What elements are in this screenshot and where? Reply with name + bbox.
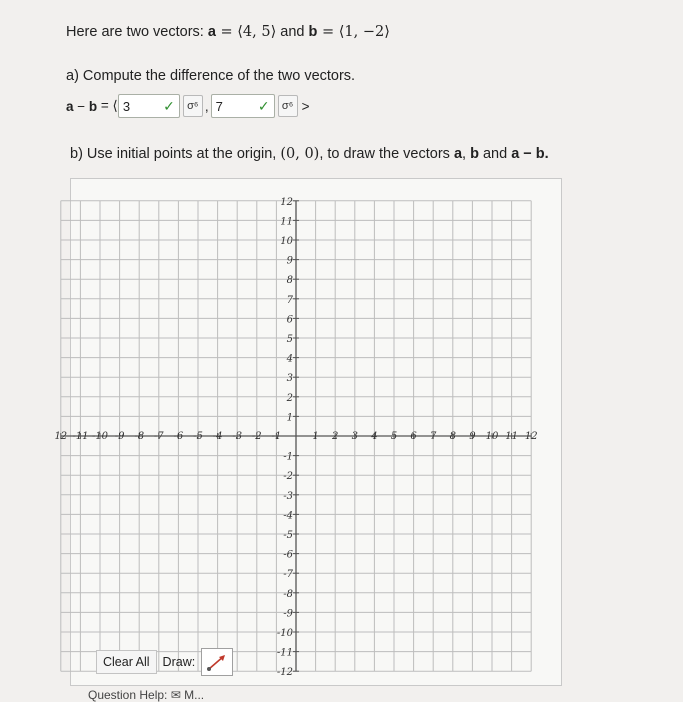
- x-tick-label: 1: [312, 431, 319, 442]
- message-link[interactable]: ✉ M...: [170, 688, 205, 702]
- x-tick-label: 12: [54, 431, 68, 442]
- vector-b-label: b: [308, 24, 318, 40]
- x-tick-label: 4: [371, 431, 378, 442]
- answer-comma: ,: [204, 98, 209, 114]
- y-tick-label: 6: [286, 314, 293, 326]
- answer-lhs-a: a: [66, 98, 74, 114]
- part-b-diff: a − b.: [511, 146, 549, 162]
- x-tick-label: 11: [505, 431, 518, 442]
- y-tick-label: 9: [286, 255, 293, 267]
- x-tick-label: 8: [449, 431, 456, 442]
- part-b-a: a: [453, 146, 463, 162]
- intro-and: and: [276, 24, 309, 40]
- x-tick-label: -7: [153, 431, 164, 442]
- x-tick-label: 9: [469, 431, 476, 442]
- x-tick-label: -3: [232, 431, 243, 442]
- answer-x-input[interactable]: [118, 94, 180, 118]
- part-b-prefix: b) Use initial points at the origin,: [70, 146, 281, 162]
- answer-minus: −: [73, 98, 89, 114]
- x-tick-label: -8: [134, 431, 145, 442]
- y-tick-label: 5: [286, 334, 293, 345]
- y-tick-label: -11: [276, 647, 293, 659]
- y-tick-label: -2: [283, 471, 293, 483]
- y-tick-label: 1: [286, 412, 293, 424]
- answer-open: = ⟨: [97, 98, 118, 113]
- answer-close: >: [301, 98, 310, 114]
- y-tick-label: 4: [286, 353, 293, 365]
- answer-y-value: 7: [215, 98, 223, 114]
- x-tick-label: -1: [271, 431, 282, 442]
- vector-draw-tool-button[interactable]: [201, 648, 233, 676]
- format-options-button[interactable]: σ⁶: [183, 95, 203, 117]
- part-b-comma: ,: [462, 146, 471, 162]
- y-tick-label: 10: [280, 236, 293, 247]
- graph-toolbar: [96, 648, 233, 676]
- coordinate-grid[interactable]: [54, 179, 561, 685]
- origin-point: (0, 0): [280, 146, 320, 162]
- x-tick-label: -4: [212, 431, 223, 442]
- y-tick-label: -6: [283, 549, 293, 561]
- part-b-b: b: [470, 146, 479, 162]
- x-tick-label: 6: [410, 431, 417, 442]
- x-tick-label: -11: [72, 431, 89, 442]
- x-tick-label: 2: [332, 431, 339, 442]
- x-tick-label: 3: [351, 431, 358, 442]
- x-tick-label: 10: [485, 431, 499, 442]
- graph-canvas[interactable]: [54, 178, 562, 686]
- vector-arrow-icon: [206, 652, 228, 672]
- y-tick-label: 8: [286, 275, 293, 287]
- y-tick-label: 12: [280, 196, 293, 208]
- y-tick-label: 7: [286, 294, 293, 306]
- y-tick-label: -7: [283, 569, 293, 581]
- vector-a-value: = ⟨4, 5⟩: [215, 24, 277, 40]
- y-tick-label: -1: [283, 451, 293, 463]
- x-tick-label: -10: [91, 431, 109, 442]
- intro-prefix: Here are two vectors:: [66, 24, 208, 40]
- question-help: [88, 688, 204, 702]
- x-tick-label: 12: [524, 431, 538, 442]
- answer-y-input[interactable]: [211, 94, 275, 118]
- question-intro: [66, 24, 390, 40]
- correct-check-icon: ✓: [257, 97, 270, 114]
- y-tick-label: -10: [276, 628, 293, 639]
- part-a-prompt: a) Compute the difference of the two vectors.: [66, 68, 356, 84]
- y-tick-label: -12: [276, 667, 293, 679]
- part-b-prompt: [70, 146, 549, 162]
- y-tick-label: -9: [283, 608, 293, 620]
- x-tick-label: -5: [193, 431, 203, 442]
- correct-check-icon: ✓: [163, 97, 175, 114]
- x-tick-label: -6: [173, 431, 184, 442]
- part-b-and: and: [478, 146, 512, 162]
- y-tick-label: -8: [283, 588, 293, 600]
- x-tick-label: 7: [430, 431, 437, 442]
- question-help-label: Question Help:: [88, 688, 168, 702]
- x-tick-label: -2: [251, 431, 262, 442]
- y-tick-label: -5: [283, 530, 293, 541]
- vector-a-label: a: [207, 24, 216, 40]
- draw-label: Draw:: [162, 655, 196, 669]
- clear-all-button[interactable]: Clear All: [96, 650, 157, 674]
- answer-lhs-b: b: [88, 98, 98, 114]
- answer-x-value: 3: [122, 98, 131, 114]
- answer-row: [66, 92, 309, 120]
- y-tick-label: -3: [283, 490, 293, 502]
- x-tick-label: 5: [390, 431, 398, 442]
- y-tick-label: 3: [286, 373, 293, 385]
- format-options-button[interactable]: σ⁶: [278, 95, 298, 117]
- vector-b-value: = ⟨1, −2⟩: [317, 24, 390, 40]
- y-tick-label: 2: [286, 392, 293, 404]
- x-tick-label: -9: [114, 431, 125, 442]
- y-tick-label: 11: [280, 216, 293, 228]
- part-b-mid: , to draw the vectors: [319, 146, 454, 162]
- y-tick-label: -4: [283, 510, 293, 522]
